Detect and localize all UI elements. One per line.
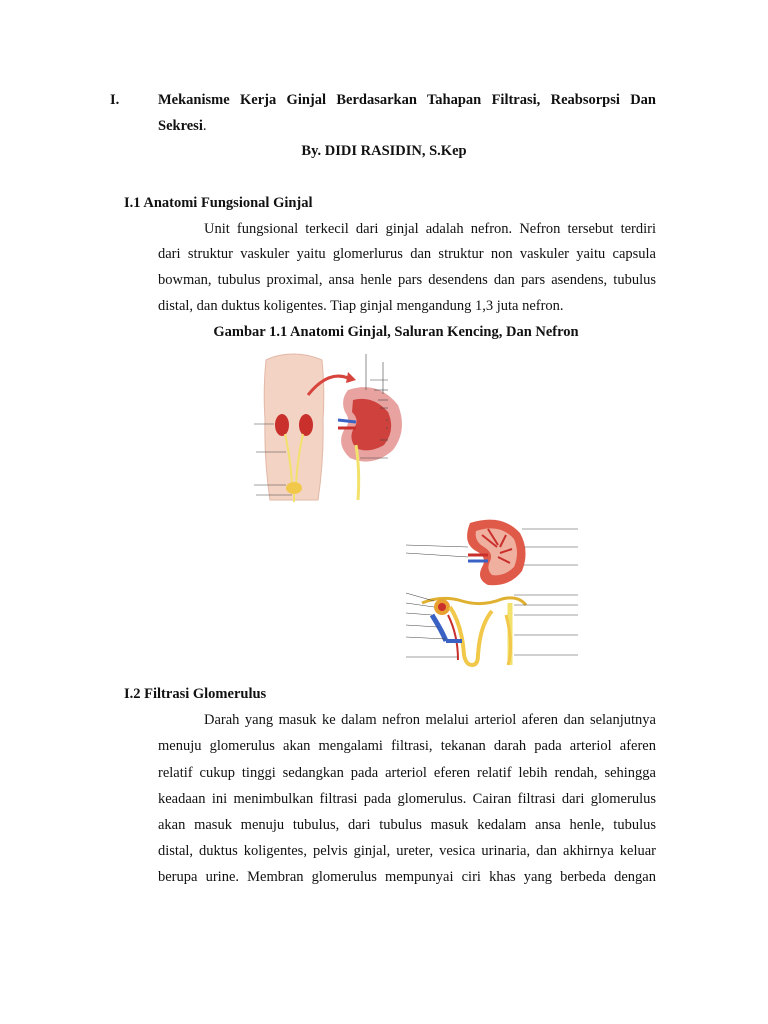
figure-caption: Gambar 1.1 Anatomi Ginjal, Saluran Kencing, Dan Nefron [213,324,579,340]
author-line: By. DIDI RASIDIN, S.Kep [301,143,467,159]
section2-line: distal, duktus koligentes, pelvis ginjal, ureter, vesica urinaria, dan akhirnya keluar [158,843,656,859]
heading-number: I. [110,92,120,108]
section1-line: distal, dan duktus koligentes. Tiap ginjal mengandung 1,3 juta nefron. [158,298,564,314]
section1-line: Unit fungsional terkecil dari ginjal adalah nefron. Nefron tersebut terdiri [204,221,656,237]
section2-line: menuju glomerulus akan mengalami filtrasi, tekanan darah pada arteriol aferen [158,738,656,754]
section2-line: berupa urine. Membran glomerulus mempunyai ciri khas yang berbeda dengan [158,869,656,885]
section1-title: I.1 Anatomi Fungsional Ginjal [124,195,313,211]
body-kidney-illustration [248,350,408,510]
section2-line: Darah yang masuk ke dalam nefron melalui arteriol aferen dan selanjutnya [204,712,656,728]
heading-title-line2: Sekresi [158,118,203,134]
nephron-figure [402,515,582,670]
nephron-illustration [402,515,582,670]
section2-title: I.2 Filtrasi Glomerulus [124,686,267,702]
heading-title-line1: Mekanisme Kerja Ginjal Berdasarkan Tahapan Filtrasi, Reabsorpsi Dan [158,92,656,108]
section1-line: dari struktur vaskuler yaitu glomerlurus dan struktur non vaskuler yaitu capsula [158,246,656,262]
heading-title-line2-wrap [158,118,206,135]
section2-line: relatif cukup tinggi sedangkan pada arteriol eferen relatif lebih rendah, sehingga [158,765,656,781]
section2-line: keadaan ini menimbulkan filtrasi pada glomerulus. Cairan filtrasi dari glomerulus [158,791,656,807]
heading-title-tail: . [202,118,207,134]
section2-line: akan masuk menuju tubulus, dari tubulus masuk kedalam ansa henle, tubulus [158,817,656,833]
section1-line: bowman, tubulus proximal, ansa henle pars desendens dan pars asendens, tubulus [158,272,656,288]
kidney-anatomy-figure [248,350,408,510]
